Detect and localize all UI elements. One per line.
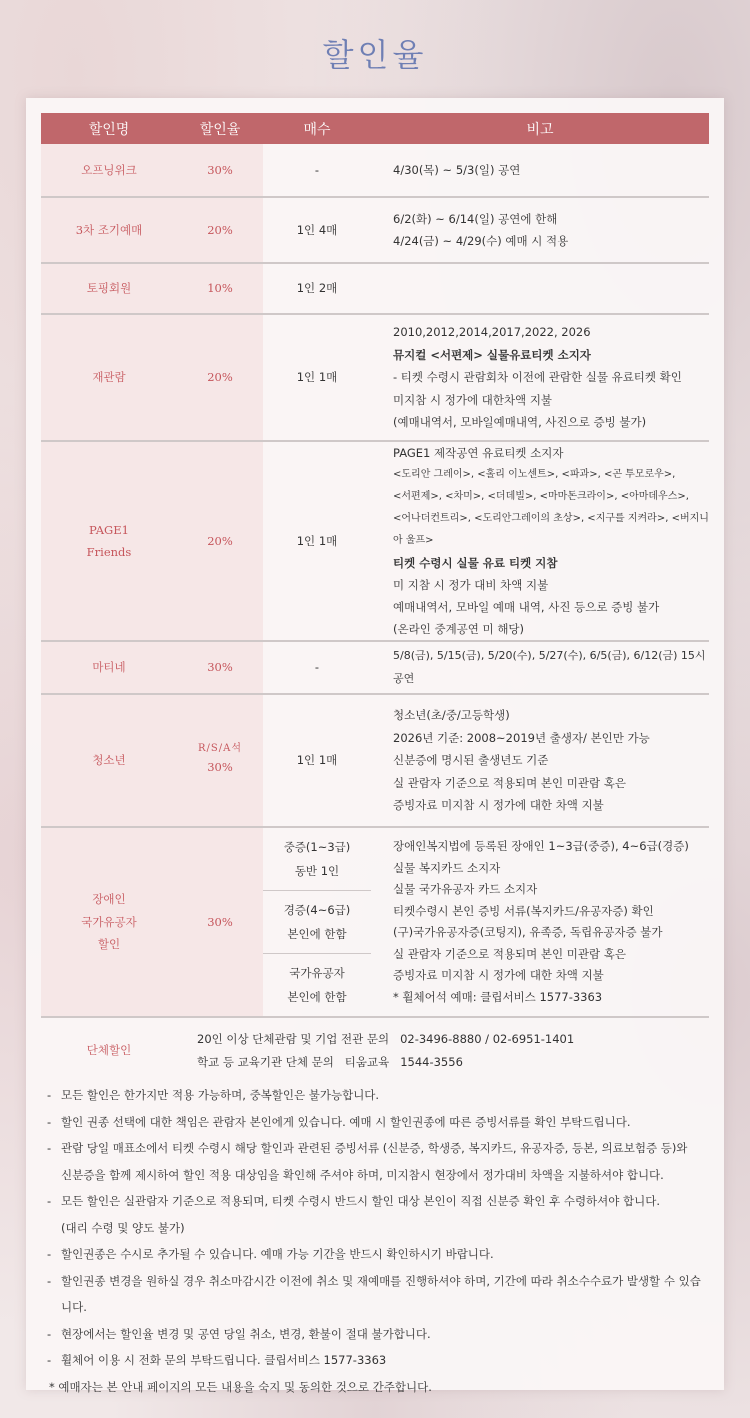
table-row (41, 641, 709, 694)
name-line: PAGE1 (89, 522, 129, 537)
note-line: 실물 국가유공자 카드 소지자 (393, 882, 538, 896)
notice-text: * 예매자는 본 안내 페이지의 모든 내용을 숙지 및 동의한 것으로 간주합니다. (49, 1379, 432, 1394)
group-line2-org: 티움교육 (344, 1054, 390, 1069)
header-rate: 할인율 (177, 113, 263, 144)
note-line: 장애인복지법에 등록된 장애인 1~3급(중증), 4~6급(경증) (393, 839, 689, 853)
note-line: (예매내역서, 모바일예매내역, 사진으로 증빙 불가) (393, 415, 647, 430)
qty-line: 경증(4~6급) (283, 903, 351, 917)
group-discount-row (41, 1017, 709, 1083)
notice-dash: - (47, 1273, 52, 1288)
discount-notes (371, 441, 709, 641)
notice-dash: - (47, 1353, 52, 1367)
discount-name: 재관람 (41, 314, 177, 441)
group-line1-label: 20인 이상 단체관람 및 기업 전관 문의 (197, 1032, 390, 1046)
discount-rate: 30% (177, 827, 263, 1017)
notice-item (47, 1268, 707, 1321)
group-discount-info (177, 1017, 709, 1083)
note-line: (온라인 중계공연 미 해당) (393, 622, 525, 636)
notice-text: 할인권종은 수시로 추가될 수 있습니다. 예매 가능 기간을 반드시 확인하시기 바랍니다. (61, 1247, 494, 1261)
notice-item (47, 1347, 707, 1374)
notice-dash: - (47, 1114, 52, 1129)
name-line: 장애인 (92, 892, 126, 907)
note-line: PAGE1 제작공연 유료티켓 소지자 (393, 446, 564, 460)
discount-qty: - (263, 641, 371, 694)
name-line: 할인 (97, 937, 121, 952)
notice-item (47, 1135, 707, 1162)
note-line: 청소년(초/중/고등학생) (393, 708, 510, 723)
qty-part (263, 828, 371, 891)
notice-item (41, 1374, 707, 1401)
qty-line: 국가유공자 (289, 966, 345, 980)
discount-rate: 30% (177, 144, 263, 197)
discount-notes (371, 263, 709, 314)
discount-name: 청소년 (41, 694, 177, 827)
discount-name (41, 827, 177, 1017)
seat-grade-label: R/S/A석 (198, 743, 242, 755)
notice-item (47, 1241, 707, 1268)
notice-text: 신분증을 함께 제시하여 할인 적용 대상임을 확인해 주셔야 하며, 미지참시 현장에서 정가대비 차액을 지불하셔야 합니다. (61, 1167, 664, 1182)
notice-dash: - (47, 1141, 52, 1155)
group-line1-phone: 02-3496-8880 / 02-6951-1401 (400, 1032, 575, 1046)
note-line: 실물 복지카드 소지자 (393, 860, 501, 875)
discount-qty: 1인 2매 (263, 263, 371, 314)
group-line2-label: 학교 등 교육기관 단체 문의 (197, 1054, 334, 1069)
notice-item (47, 1109, 707, 1136)
header-qty: 매수 (263, 113, 371, 144)
discount-name: 3차 조기예매 (41, 197, 177, 263)
table-row (41, 144, 709, 197)
note-line: 6/2(화) ~ 6/14(일) 공연에 한해 (393, 211, 558, 226)
table-header-row (41, 113, 709, 144)
note-line: <서편제>, <차미>, <더데빌>, <마마돈크라이>, <아마데우스>, (393, 491, 689, 502)
note-line: 실 관람자 기준으로 적용되며 본인 미관람 혹은 (393, 946, 627, 961)
notice-text: 휠체어 이용 시 전화 문의 부탁드립니다. 클립서비스 1577-3363 (61, 1353, 387, 1367)
notice-item (47, 1215, 707, 1242)
header-name: 할인명 (41, 113, 177, 144)
discount-notes (371, 827, 709, 1017)
qty-line: 동반 1인 (294, 864, 340, 878)
note-line: 실 관람자 기준으로 적용되며 본인 미관람 혹은 (393, 775, 627, 790)
note-line: 신분증에 명시된 출생년도 기준 (393, 753, 549, 768)
discount-rate (177, 694, 263, 827)
notice-text: 관람 당일 매표소에서 티켓 수령시 해당 할인과 관련된 증빙서류 (신분증, 학생증, 복지카드, 유공자증, 등본, 의료보험증 등)와 (61, 1141, 688, 1155)
discount-qty: 1인 4매 (263, 197, 371, 263)
discount-qty: - (263, 144, 371, 197)
note-line: 4/24(금) ~ 4/29(수) 예매 시 적용 (393, 234, 569, 248)
name-line: Friends (86, 545, 132, 559)
note-line: 5/8(금), 5/15(금), 5/20(수), 5/27(수), 6/5(금), 6/12(금) 15시 공연 (393, 649, 706, 685)
notice-dash: - (47, 1247, 52, 1261)
notice-item (47, 1188, 707, 1215)
note-line: 예매내역서, 모바일 예매 내역, 사진 등으로 증빙 불가 (393, 600, 660, 614)
table-row (41, 694, 709, 827)
note-line: 미 지참 시 정가 대비 차액 지불 (393, 578, 549, 592)
discount-rate: 20% (177, 441, 263, 641)
notice-dash: - (47, 1194, 52, 1208)
group-discount-name: 단체할인 (86, 1043, 132, 1058)
notice-dash: - (47, 1326, 52, 1341)
table-row (41, 827, 709, 1017)
notice-text: 모든 할인은 한가지만 적용 가능하며, 중복할인은 불가능합니다. (61, 1088, 380, 1102)
discount-notes (371, 144, 709, 197)
table-row (41, 441, 709, 641)
note-line: * 휠체어석 예매: 클립서비스 1577-3363 (393, 989, 603, 1004)
discount-qty (263, 827, 371, 1017)
note-line: 4/30(목) ~ 5/3(일) 공연 (393, 162, 521, 177)
note-line: 미지참 시 정가에 대한차액 지불 (393, 392, 553, 407)
notice-item (47, 1162, 707, 1189)
group-line-2 (197, 1051, 709, 1074)
note-line: (구)국가유공자증(코팅지), 유족증, 독립유공자증 불가 (393, 925, 663, 939)
note-line: 증빙자료 미지참 시 정가에 대한 차액 지불 (393, 798, 604, 813)
note-line: 2010,2012,2014,2017,2022, 2026 (393, 325, 591, 340)
qty-part (263, 954, 371, 1016)
discount-rate: 20% (177, 314, 263, 441)
discount-rate: 30% (177, 641, 263, 694)
qty-line: 본인에 한함 (287, 927, 347, 941)
notice-text: (대리 수령 및 양도 불가) (61, 1220, 185, 1235)
rate-value: 30% (207, 760, 233, 775)
notice-dash: - (47, 1088, 52, 1102)
note-line: 증빙자료 미지참 시 정가에 대한 차액 지불 (393, 968, 604, 982)
table-row (41, 263, 709, 314)
qty-line: 본인에 한함 (287, 990, 347, 1004)
note-line: 2026년 기준: 2008~2019년 출생자/ 본인만 가능 (393, 730, 650, 745)
page-title: 할인율 (322, 36, 428, 74)
discount-table (41, 113, 709, 1083)
discount-qty: 1인 1매 (263, 441, 371, 641)
notice-list (47, 1082, 707, 1400)
discount-notes (371, 314, 709, 441)
discount-rate: 10% (177, 263, 263, 314)
note-line: <어나더컨트리>, <도리안그레이의 초상>, <지구를 지켜라>, <버지니아 울프> (393, 513, 709, 546)
qty-stack (263, 828, 371, 1016)
qty-part (263, 891, 371, 954)
note-line: 티켓 수령시 실물 유료 티켓 지참 (393, 556, 558, 570)
note-line: <도리안 그레이>, <홀리 이노센트>, <파과>, <곤 투모로우>, (393, 469, 676, 480)
discount-rate: 20% (177, 197, 263, 263)
discount-name (41, 441, 177, 641)
note-line: 뮤지컬 <서편제> 실물유료티켓 소지자 (393, 347, 591, 362)
notice-text: 할인 권종 선택에 대한 책임은 관람자 본인에게 있습니다. 예매 시 할인권종에 따른 증빙서류를 확인 부탁드립니다. (61, 1114, 631, 1129)
discount-notes (371, 694, 709, 827)
discount-name: 마티네 (41, 641, 177, 694)
header-notes: 비고 (371, 113, 709, 144)
discount-name: 토핑회원 (41, 263, 177, 314)
notice-text: 현장에서는 할인율 변경 및 공연 당일 취소, 변경, 환불이 절대 불가합니다. (61, 1326, 431, 1341)
table-row (41, 197, 709, 263)
name-line: 국가유공자 (81, 914, 137, 929)
notice-text: 모든 할인은 실관람자 기준으로 적용되며, 티켓 수령시 반드시 할인 대상 본인이 직접 신분증 확인 후 수령하셔야 합니다. (61, 1194, 661, 1208)
discount-name: 오프닝위크 (41, 144, 177, 197)
discount-notes (371, 197, 709, 263)
note-line: - 티켓 수령시 관람회차 이전에 관람한 실물 유료티켓 확인 (393, 370, 682, 385)
discount-qty: 1인 1매 (263, 694, 371, 827)
note-line: 티켓수령시 본인 증빙 서류(복지카드/유공자증) 확인 (393, 903, 654, 918)
qty-line: 중증(1~3급) (283, 840, 351, 854)
notice-text: 할인권종 변경을 원하실 경우 취소마감시간 이전에 취소 및 재예매를 진행하셔야 하며, 기간에 따라 취소수수료가 발생할 수 있습니다. (61, 1273, 701, 1314)
discount-qty: 1인 1매 (263, 314, 371, 441)
discount-notes (371, 641, 709, 694)
notice-item (47, 1321, 707, 1348)
notice-item (47, 1082, 707, 1109)
group-line-1 (197, 1028, 709, 1051)
group-line2-phone: 1544-3556 (400, 1054, 463, 1069)
table-row (41, 314, 709, 441)
